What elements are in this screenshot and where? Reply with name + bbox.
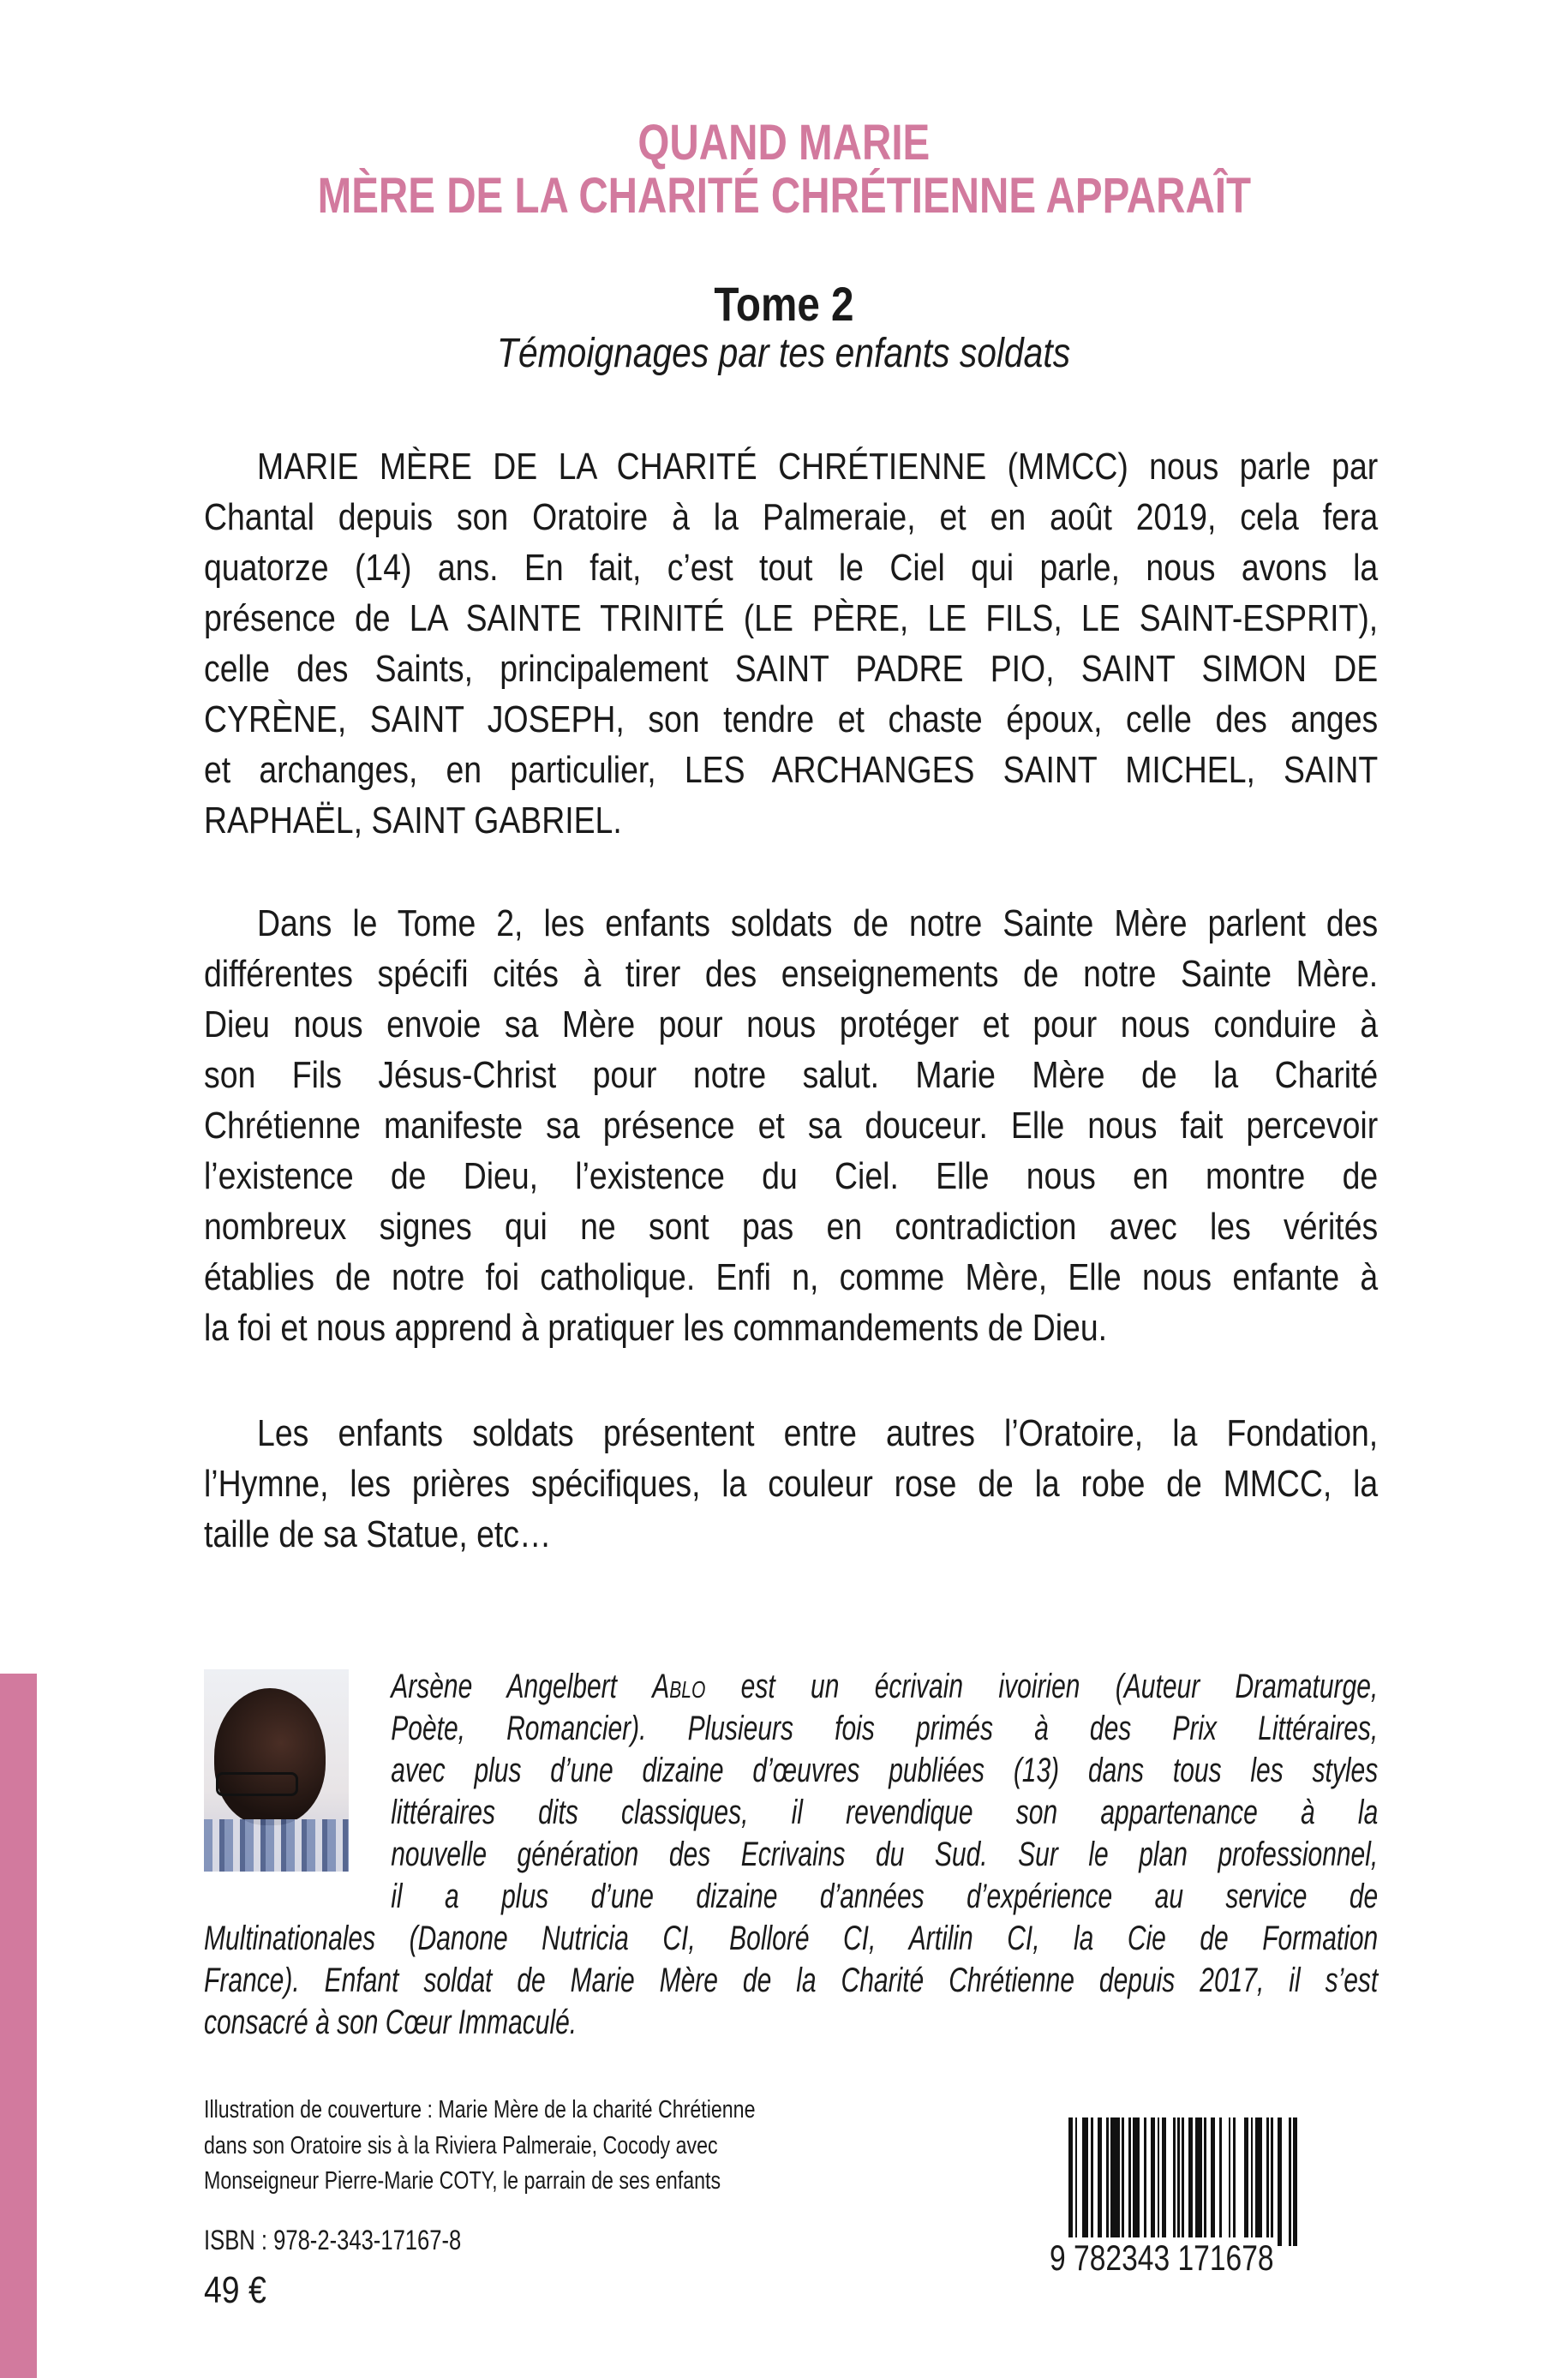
text-line: établies de notre foi catholique. Enfi n, comme Mère, Elle nous enfante à	[204, 1256, 1379, 1298]
text-line: taille de sa Statue, etc…	[204, 1513, 552, 1555]
barcode-digits-text: 9 782343 171678	[1050, 2237, 1274, 2278]
bio-text: est un écrivain ivoirien (Auteur Dramaturge,	[705, 1668, 1379, 1705]
text-line: et archanges, en particulier, LES ARCHANGES SAINT MICHEL, SAINT	[204, 749, 1379, 791]
subtitle	[0, 330, 1568, 377]
text-line: celle des Saints, principalement SAINT PADRE PIO, SAINT SIMON DE	[204, 648, 1379, 690]
subtitle-text: Témoignages par tes enfants soldats	[497, 331, 1071, 376]
bio-line: littéraires dits classiques, il revendique son appartenance à la	[391, 1794, 1379, 1831]
title-text: QUAND MARIE	[637, 115, 931, 171]
cover-illustration-credit	[204, 2093, 821, 2200]
isbn-barcode	[1050, 2117, 1375, 2280]
bio-line	[391, 1666, 1378, 1708]
volume-text: Tome 2	[714, 277, 854, 331]
barcode-bar	[1255, 2117, 1262, 2246]
author-bio	[204, 1666, 1378, 2044]
text-line: quatorze (14) ans. En fait, c’est tout le Ciel qui parle, nous avons la	[204, 547, 1379, 589]
barcode-bar	[1236, 2117, 1244, 2246]
text-line: Chrétienne manifeste sa présence et sa douceur. Elle nous fait percevoir	[204, 1105, 1379, 1147]
barcode-bar	[1282, 2117, 1289, 2246]
author-last-name: Ablo	[652, 1668, 706, 1705]
text-line: Chantal depuis son Oratoire à la Palmeraie, et en août 2019, cela fera	[204, 496, 1379, 538]
book-title-line-2	[0, 170, 1568, 223]
bio-line: nouvelle génération des Ecrivains du Sud. Sur le plan professionnel,	[391, 1836, 1379, 1873]
bio-line: Multinationales (Danone Nutricia CI, Bolloré CI, Artilin CI, la Cie de Formation	[204, 1920, 1379, 1957]
bio-line: il a plus d’une dizaine d’années d’expérience au service de	[391, 1878, 1379, 1915]
barcode-bar	[1110, 2117, 1119, 2246]
barcode-bar	[1297, 2117, 1300, 2246]
barcode-bar	[1082, 2117, 1089, 2246]
text-line: Les enfants soldats présentent entre autres l’Oratoire, la Fondation,	[257, 1412, 1379, 1454]
blurb-paragraph-1	[204, 441, 1378, 846]
bio-line: France). Enfant soldat de Marie Mère de la Charité Chrétienne depuis 2017, il s’est	[204, 1962, 1379, 1999]
bio-line: avec plus d’une dizaine d’œuvres publiées (13) dans tous les styles	[391, 1752, 1379, 1789]
blurb-paragraph-2	[204, 898, 1378, 1353]
blurb-paragraph-3	[204, 1408, 1378, 1560]
isbn: ISBN : 978-2-343-17167-8	[204, 2225, 462, 2255]
barcode-bar	[1195, 2117, 1202, 2246]
text-line: dans son Oratoire sis à la Riviera Palmeraie, Cocody avec	[204, 2131, 718, 2159]
text-line: différentes spécifi cités à tirer des enseignements de notre Sainte Mère.	[204, 953, 1379, 995]
text-line: MARIE MÈRE DE LA CHARITÉ CHRÉTIENNE (MMCC) nous parle par	[257, 446, 1379, 488]
text-line: nombreux signes qui ne sont pas en contradiction avec les vérités	[204, 1206, 1379, 1248]
barcode-bar	[1133, 2117, 1140, 2246]
bio-line: Poète, Romancier). Plusieurs fois primés à des Prix Littéraires,	[391, 1710, 1379, 1747]
author-first-name: Arsène Angelbert	[391, 1668, 653, 1705]
bio-line: consacré à son Cœur Immaculé.	[204, 2004, 578, 2041]
text-line: l’existence de Dieu, l’existence du Ciel. Elle nous en montre de	[204, 1155, 1379, 1197]
text-line: l’Hymne, les prières spécifiques, la couleur rose de la robe de MMCC, la	[204, 1463, 1379, 1505]
volume-label	[0, 276, 1568, 332]
title-text: MÈRE DE LA CHARITÉ CHRÉTIENNE APPARAÎT	[317, 168, 1251, 224]
text-line: Monseigneur Pierre-Marie COTY, le parrain de ses enfants	[204, 2167, 721, 2195]
pink-spine-bar	[0, 1674, 37, 2378]
text-line: son Fils Jésus-Christ pour notre salut. Marie Mère de la Charité	[204, 1054, 1379, 1096]
price: 49 €	[204, 2269, 266, 2311]
bio-rest	[204, 1708, 1378, 2044]
text-line: la foi et nous apprend à pratiquer les commandements de Dieu.	[204, 1307, 1108, 1349]
barcode-digits	[1050, 2237, 1375, 2279]
barcode-bar	[1222, 2117, 1229, 2246]
barcode-bars	[1068, 2117, 1368, 2246]
text-line: CYRÈNE, SAINT JOSEPH, son tendre et chaste époux, celle des anges	[204, 698, 1379, 740]
text-line: présence de LA SAINTE TRINITÉ (LE PÈRE, LE FILS, LE SAINT-ESPRIT),	[204, 597, 1379, 639]
text-line: Dans le Tome 2, les enfants soldats de notre Sainte Mère parlent des	[257, 902, 1379, 944]
book-title-line-1	[0, 117, 1568, 170]
barcode-bar	[1166, 2117, 1173, 2246]
text-line: Illustration de couverture : Marie Mère de la charité Chrétienne	[204, 2096, 756, 2123]
text-line: RAPHAËL, SAINT GABRIEL.	[204, 800, 622, 842]
text-line: Dieu nous envoie sa Mère pour nous protéger et pour nous conduire à	[204, 1003, 1379, 1045]
